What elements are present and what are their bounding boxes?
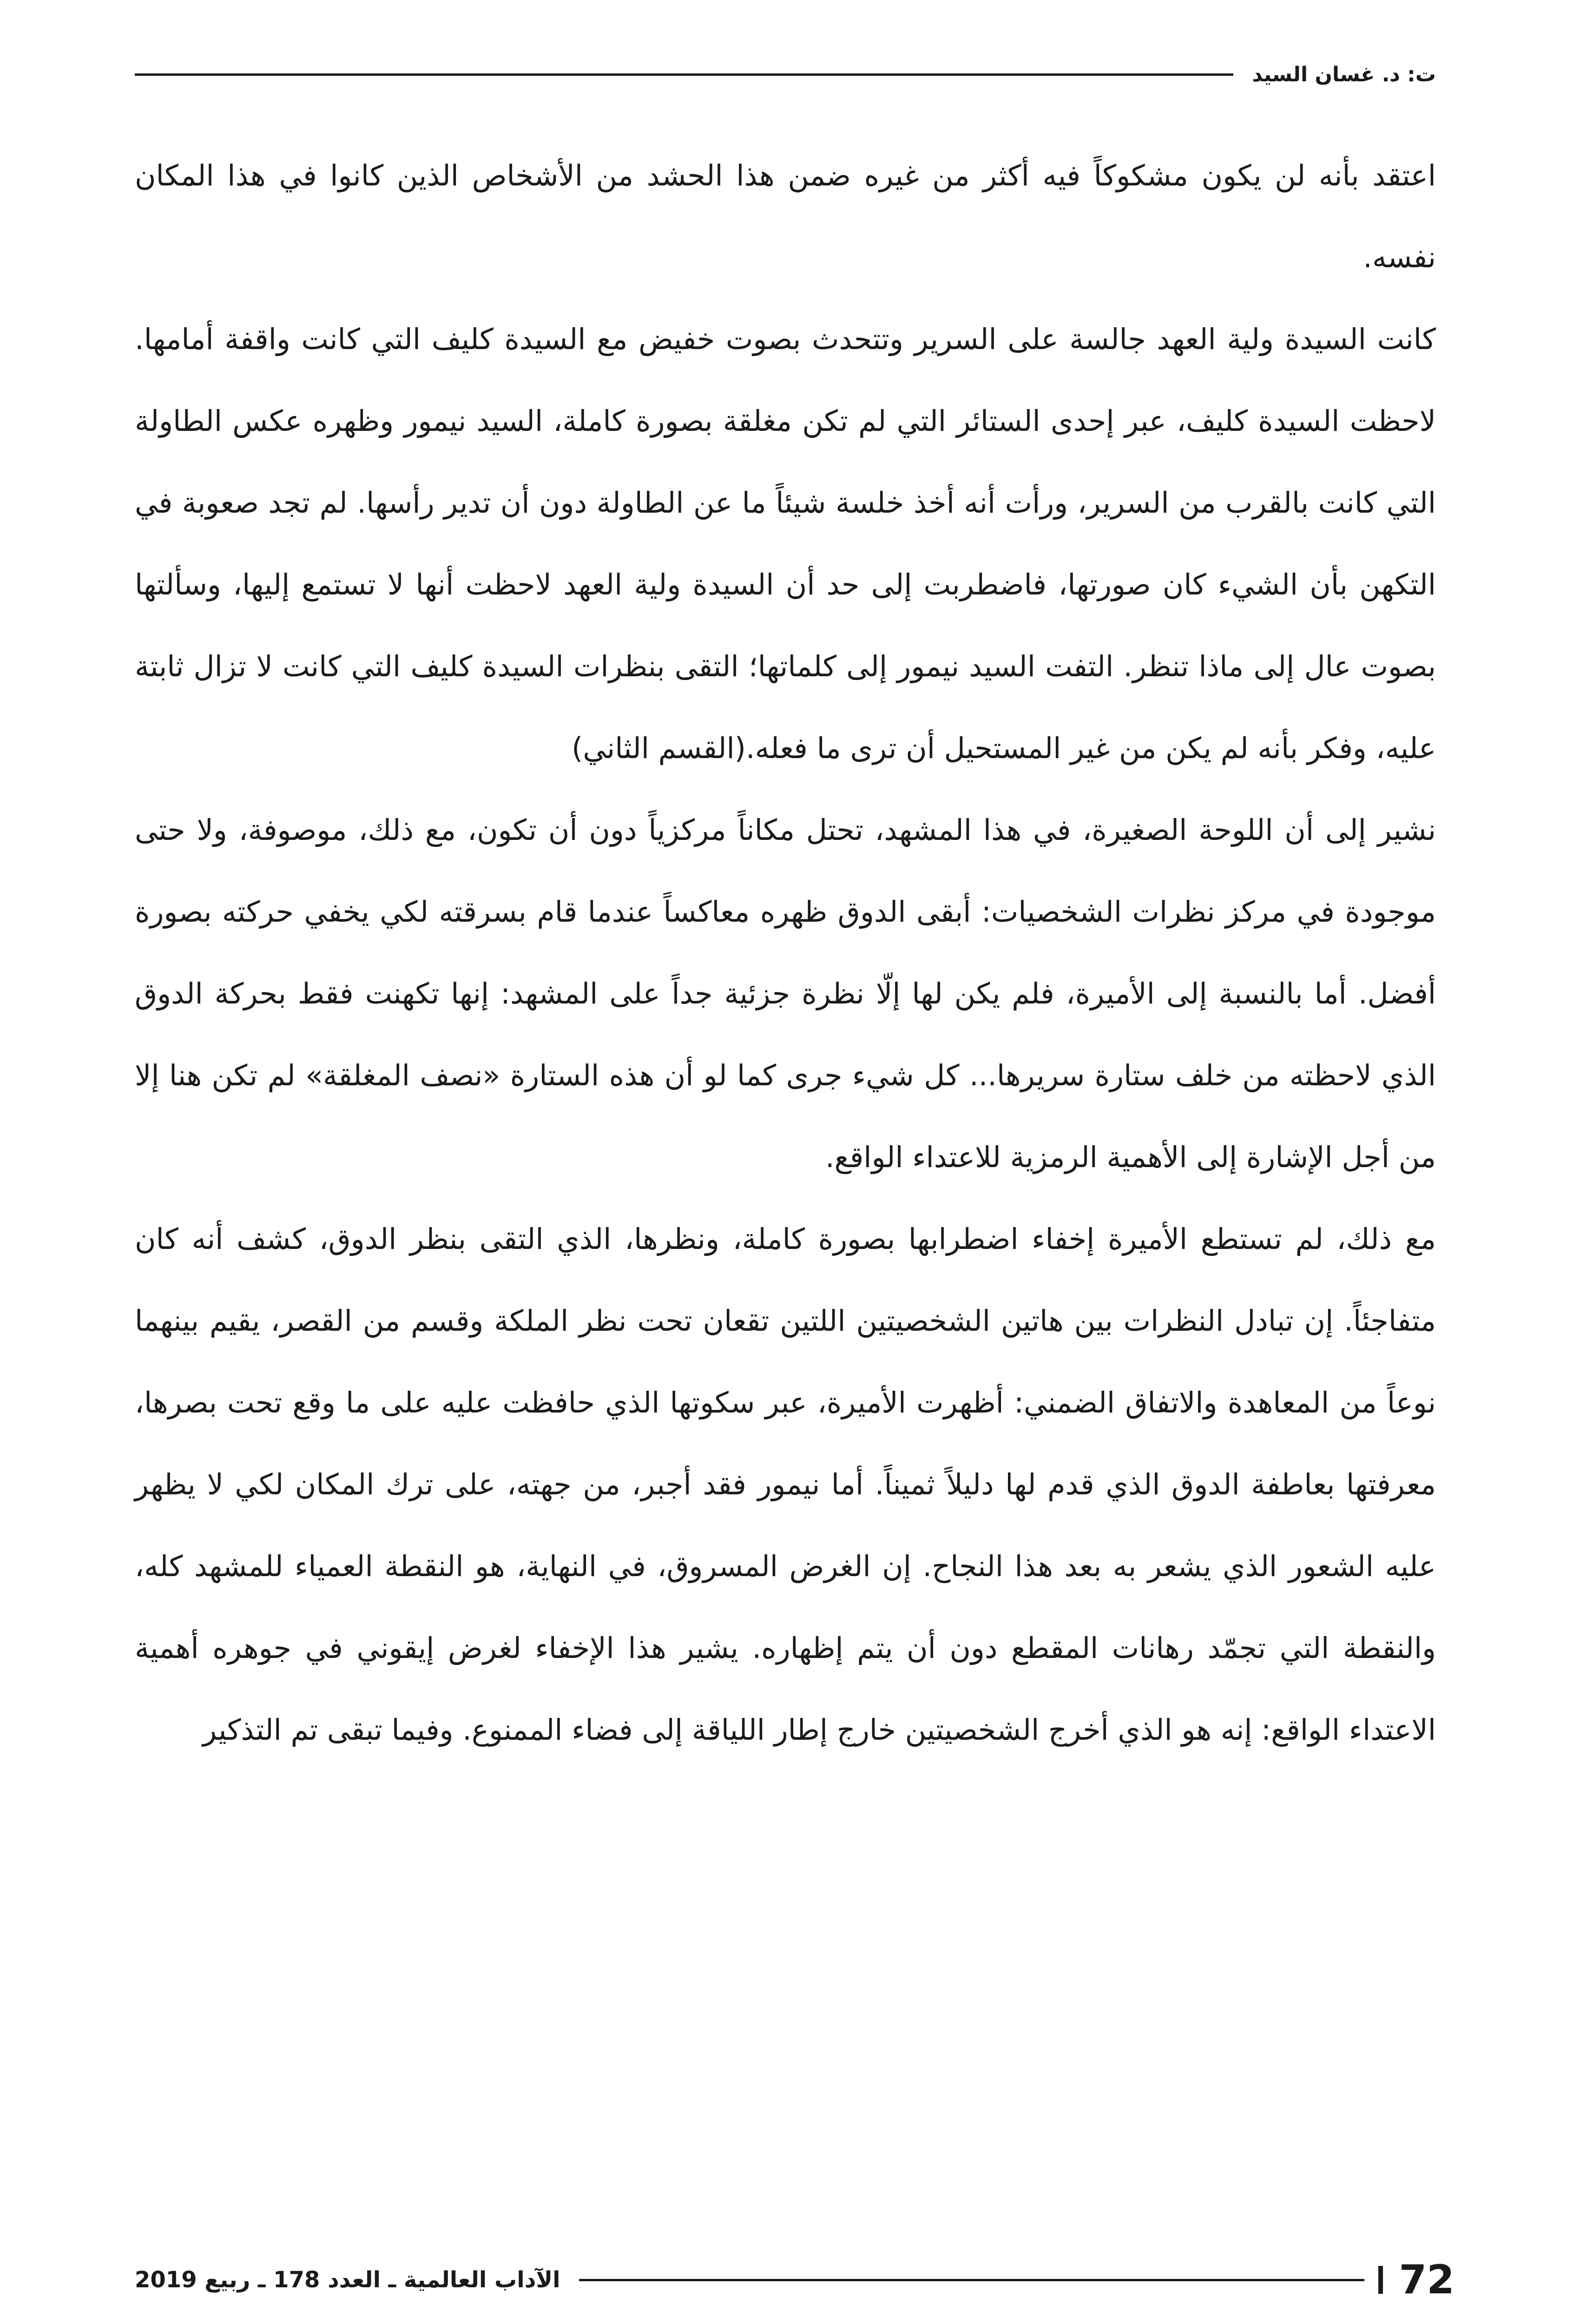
journal-citation: الآداب العالمية ـ العدد 178 ـ ربيع 2019	[135, 2267, 560, 2293]
page-number: 72	[1399, 2257, 1455, 2303]
paragraph-1: اعتقد بأنه لن يكون مشكوكاً فيه أكثر من غيره ضمن هذا الحشد من الأشخاص الذين كانوا في هذا المكان نفسه.	[135, 158, 1436, 274]
body-text	[135, 135, 1436, 1771]
running-header	[135, 56, 1436, 93]
page-footer	[135, 2259, 1455, 2301]
paragraph-4: مع ذلك، لم تستطع الأميرة إخفاء اضطرابها بصورة كاملة، ونظرها، الذي التقى بنظر الدوق، كشف أنه كان متفاجئاً. إن تبادل النظرات بين هاتين الشخصيتين اللتين تقعان تحت نظر الملكة وقسم من القصر، يقيم بينهما نوعاً من المعاهدة والاتفاق الضمني: أظهرت الأميرة، عبر سكوتها الذي حافظت عليه على ما وقع تحت بصرها، معرفتها بعاطفة الدوق الذي قدم لها دليلاً ثميناً. أما نيمور فقد أجبر، من جهته، على ترك المكان لكي لا يظهر عليه الشعور الذي يشعر به بعد هذا النجاح. إن الغرض المسروق، في النهاية، هو النقطة العمياء للمشهد كله، والنقطة التي تجمّد رهانات المقطع دون أن يتم إظهاره. يشير هذا الإخفاء لغرض إيقوني في جوهره أهمية الاعتداء الواقع: إنه هو الذي أخرج الشخصيتين خارج إطار اللياقة إلى فضاء الممنوع. وفيما تبقى تم التذكير	[135, 1222, 1436, 1747]
header-author: ت: د. غسان السيد	[1252, 62, 1436, 86]
header-rule	[135, 73, 1233, 76]
paragraph-2: كانت السيدة ولية العهد جالسة على السرير وتتحدث بصوت خفيض مع السيدة كليف التي كانت واقفة أمامها. لاحظت السيدة كليف، عبر إحدى الستائر التي لم تكن مغلقة بصورة كاملة، السيد نيمور وظهره عكس الطاولة التي كانت بالقرب من السرير، ورأت أنه أخذ خلسة شيئاً ما عن الطاولة دون أن تدير رأسها. لم تجد صعوبة في التكهن بأن الشيء كان صورتها، فاضطربت إلى حد أن السيدة ولية العهد لاحظت أنها لا تستمع إليها، وسألتها بصوت عال إلى ماذا تنظر. التفت السيد نيمور إلى كلماتها؛ التقى بنظرات السيدة كليف التي كانت لا تزال ثابتة عليه، وفكر بأنه لم يكن من غير المستحيل أن ترى ما فعله.(القسم الثاني)	[135, 322, 1436, 765]
footer-rule	[579, 2279, 1365, 2281]
paragraph-3: نشير إلى أن اللوحة الصغيرة، في هذا المشهد، تحتل مكاناً مركزياً دون أن تكون، مع ذلك، موصوفة، ولا حتى موجودة في مركز نظرات الشخصيات: أبقى الدوق ظهره معاكساً عندما قام بسرقته لكي يخفي حركته بصورة أفضل. أما بالنسبة إلى الأميرة، فلم يكن لها إلّا نظرة جزئية جداً على المشهد: إنها تكهنت فقط بحركة الدوق الذي لاحظته من خلف ستارة سريرها... كل شيء جرى كما لو أن هذه الستارة «نصف المغلقة» لم تكن هنا إلا من أجل الإشارة إلى الأهمية الرمزية للاعتداء الواقع.	[135, 813, 1436, 1174]
footer-bar	[1378, 2266, 1383, 2294]
